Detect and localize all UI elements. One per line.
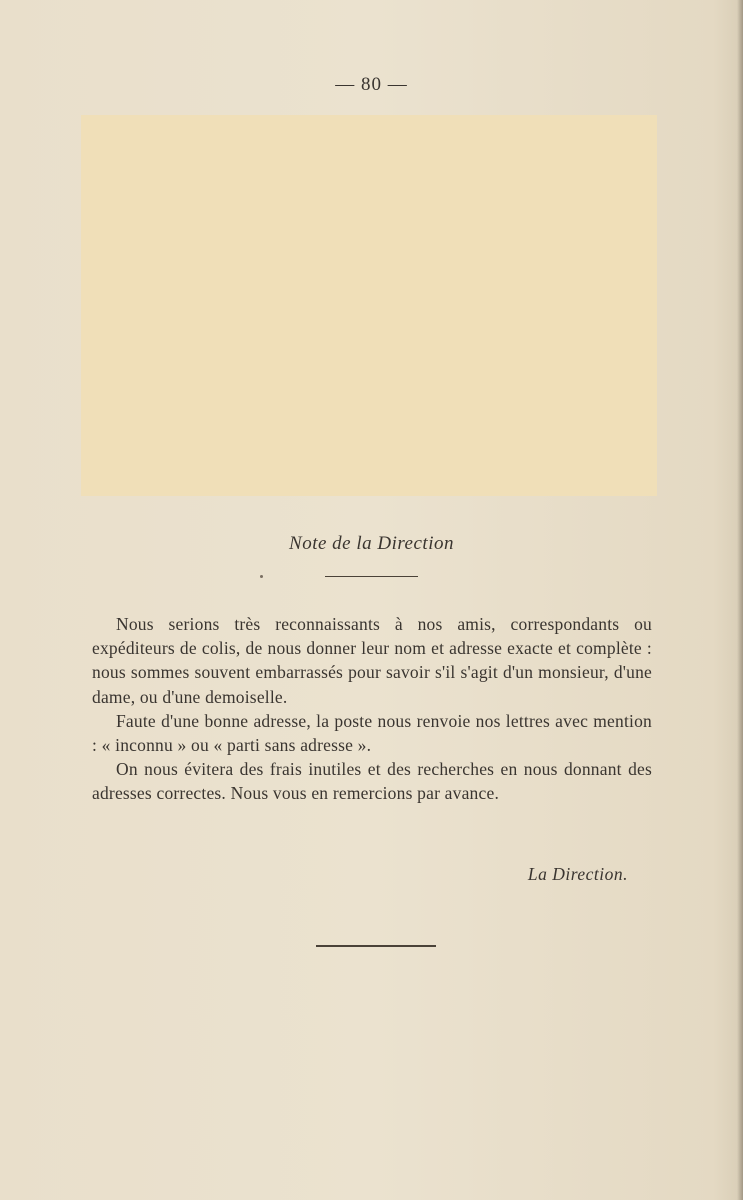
page-number: — 80 — (335, 74, 408, 95)
note-paragraph: On nous évitera des frais inutiles et des recherches en nous donnant des adresses correctes. Nous vous en remercions par avance. (92, 759, 652, 804)
note-body (92, 612, 652, 806)
signature: La Direction. (527, 864, 628, 884)
title-underline-rule (325, 576, 418, 577)
redacted-content-block (81, 115, 657, 496)
note-paragraph: Nous serions très reconnaissants à nos amis, correspondants ou expéditeurs de colis, de nous donner leur nom et adresse exacte et complète : nous sommes souvent embarrassés pour savoir s'il s'agit d'un monsieur, d'une dame, ou d'une demoiselle. (92, 614, 652, 707)
note-paragraph: Faute d'une bonne adresse, la poste nous renvoie nos lettres avec mention : « inconnu » ou « parti sans adresse ». (92, 710, 652, 756)
ink-speck (260, 575, 263, 578)
page-edge-shadow (737, 0, 743, 1200)
closing-rule (316, 945, 436, 947)
note-title: Note de la Direction (289, 533, 454, 554)
